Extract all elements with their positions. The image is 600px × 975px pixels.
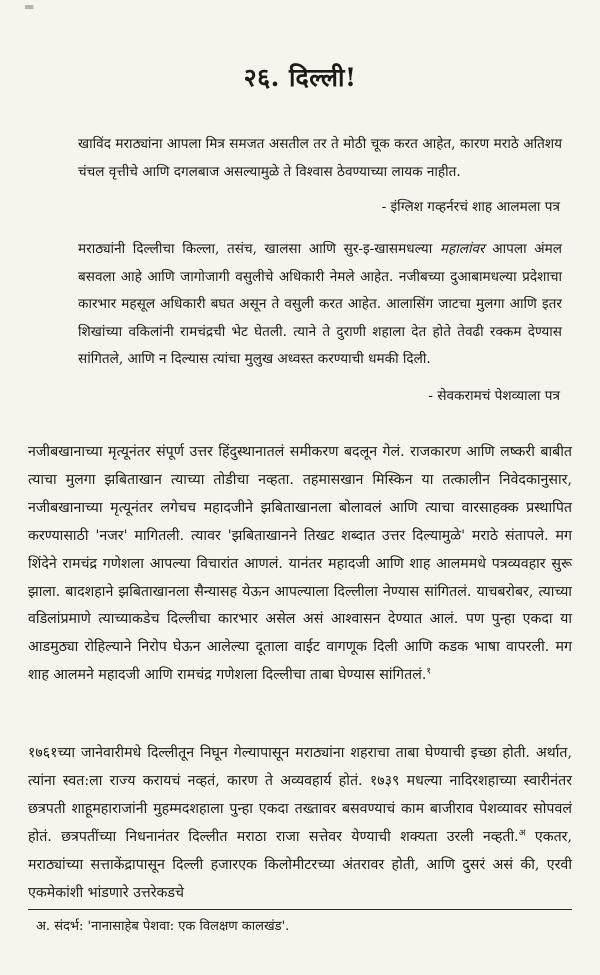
chapter-number: २६.	[243, 63, 280, 92]
footnote-text: संदर्भ: 'नानासाहेब पेशवा: एक विलक्षण कालखंड'.	[54, 919, 290, 934]
chapter-heading	[0, 60, 600, 94]
epigraph-2-text-a: मराठ्यांनी दिल्लीचा किल्ला, तसंच, खालसा आणि सुर-इ-खासमधल्या	[78, 241, 440, 257]
epigraph-2	[78, 236, 562, 374]
paragraph-2-text-a: १७६१च्या जानेवारीमधे दिल्लीतून निघून गेल्यापासून मराठ्यांना शहराचा ताबा घेण्याची इच्छा होती. अर्थात, त्यांना स्वत:ला राज्य करायचं नव्हतं, कारण ते अव्यवहार्य होतं. १७३९ मधल्या नादिरशहाच्या स्वारीनंतर छत्रपती शाहूमहाराजांनी मुहम्मदशहाला पुन्हा एकदा तख्तावर बसवण्याचं काम बाजीराव पेशव्यावर सोपवलं होतं. छत्रपतींच्या निधनानंतर दिल्लीत मराठा राजा सत्तेवर येण्याची शक्यता उरली नव्हती.	[28, 745, 572, 845]
running-header-mark	[24, 0, 576, 14]
footnote-marker: अ.	[36, 919, 51, 934]
epigraph-2-emphasis: महालांवर	[439, 241, 485, 257]
footnote-divider	[28, 909, 572, 910]
paragraph-2-text-b: एकतर, मराठ्यांच्या सत्ताकेंद्रापासून दिल्ली हजारएक किलोमीटरच्या अंतरावर होती, आणि दुसरं असं की, एरवी एकमेकांशी भांडणारे उत्तरेकडचे	[28, 828, 572, 901]
footnote-ref-1: १	[426, 666, 432, 677]
body-paragraph-2	[28, 740, 572, 907]
footnote-ref-a: अ	[518, 827, 526, 838]
body-paragraph-1	[28, 439, 572, 690]
epigraph-2-attribution: - सेवकरामचं पेशव्याला पत्र	[428, 388, 560, 404]
header-glyph: ▬	[24, 0, 35, 13]
epigraph-1: खाविंद मराठ्यांना आपला मित्र समजत असतील तर ते मोठी चूक करत आहेत, कारण मराठे अतिशय चंचल वृत्तीचे आणि दगलबाज असल्यामुळे ते विश्वास ठेवण्याच्या लायक नाहीत.	[78, 136, 562, 180]
paragraph-1-text: नजीबखानाच्या मृत्यूनंतर संपूर्ण उत्तर हिंदुस्थानातलं समीकरण बदलून गेलं. राजकारण आणि लष्करी बाबीत त्याचा मुलगा झबिताखान त्याच्या तोडीचा नव्हता. तहमासखान मिस्किन या तत्कालीन निवेदकानुसार, नजीबखानाच्या मृत्यूनंतर लगेचच महादजीने झबिताखानला बोलावलं आणि त्याचा वारसाहक्क प्रस्थापित करण्यासाठी 'नजर' मागितली. त्यावर 'झबिताखानने तिखट शब्दात उत्तर दिल्यामुळे' मराठे संतापले. मग शिंदेने रामचंद्र गणेशला आपल्या विचारांत आणलं. यानंतर महादजी आणि शाह आलममधे पत्रव्यवहार सुरू झाला. बादशहाने झबिताखानला सैन्यासह येऊन आपल्याला दिल्लीला नेण्यास सांगितलं. याचबरोबर, त्याच्या वडिलांप्रमाणे त्याच्याकडेच दिल्लीचा कारभार असेल असं आश्वासन देण्यात आलं. पण पुन्हा एकदा या आडमुठ्या रोहिल्याने निरोप घेऊन आलेल्या दूताला वाईट वागणूक दिली आणि कडक भाषा वापरली. मग शाह आलमने महादजी आणि रामचंद्र गणेशला दिल्लीचा ताबा घेण्यास सांगितलं.	[28, 444, 572, 684]
footnote	[36, 917, 572, 937]
epigraph-1-attribution: - इंग्लिश गव्हर्नरचं शाह आलमला पत्र	[381, 199, 560, 215]
epigraph-2-text-b: आपला अंमल बसवला आहे आणि जागोजागी वसुलीचे अधिकारी नेमले आहेत. नजीबच्या दुआबामधल्या प्रदेशाचा कारभार महसूल अधिकारी बघत असून ते वसुली करत आहेत. आलासिंग जाटचा मुलगा आणि इतर शिखांच्या वकिलांनी रामचंद्रची भेट घेतली. त्याने ते दुराणी शहाला देत होते तेवढी रक्कम देण्यास सांगितले, आणि न दिल्यास त्यांचा मुलुख अध्वस्त करण्याची धमकी दिली.	[78, 241, 562, 367]
chapter-title-text: दिल्ली!	[289, 63, 357, 92]
